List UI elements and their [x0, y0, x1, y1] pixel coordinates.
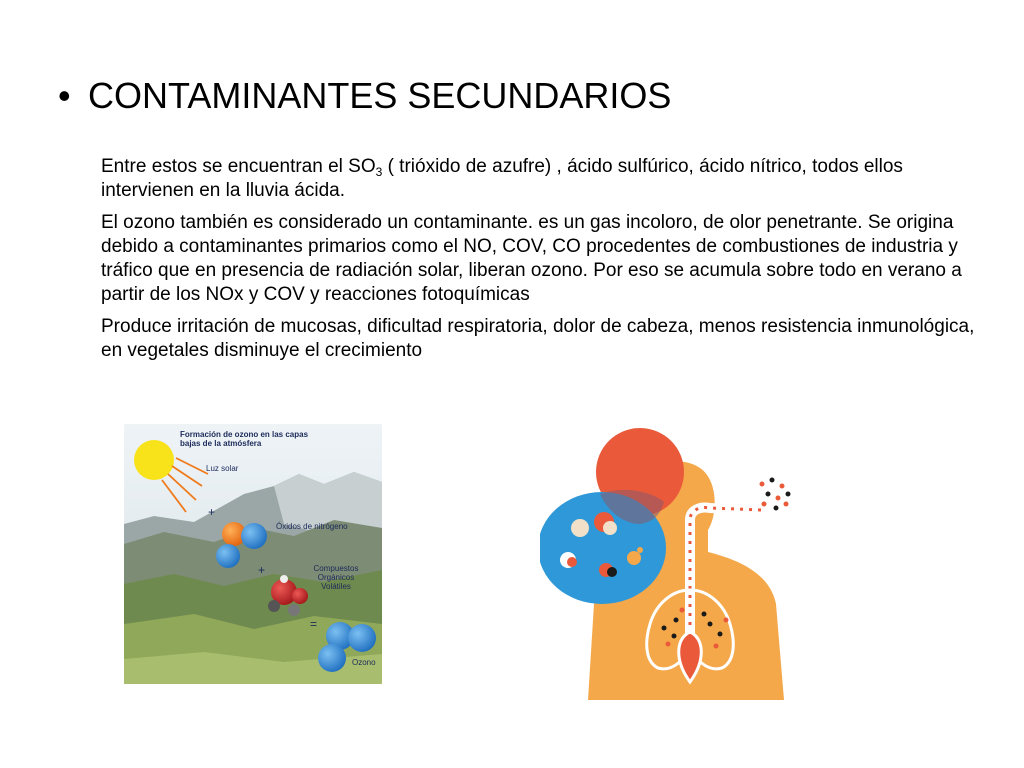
- respiratory-illustration: [540, 424, 800, 700]
- slide-title: [58, 72, 671, 120]
- p1-subscript: 3: [375, 165, 383, 179]
- ozone-figure-title: Formación de ozono en las capas bajas de la atmósfera: [180, 430, 309, 448]
- svg-text:+: +: [208, 505, 216, 519]
- ozone-formation-figure: [124, 424, 382, 684]
- paragraph-ozone: El ozono también es considerado un contaminante. es un gas incoloro, de olor penetrante. Se origina debido a contaminantes primarios como el NO, COV, CO procedentes de combustiones de industria y tráfico que en presencia de radiación solar, liberan ozono. Por eso se acumula sobre todo en verano a partir de los NOx y COV y reacciones fotoquímicas: [101, 212, 962, 305]
- respiratory-graphic: [540, 424, 800, 700]
- p1-after: ( trióxido de azufre) , ácido sulfúrico, ácido nítrico, todos ellos intervienen en la lluvia ácida.: [101, 156, 903, 201]
- ozone-scene: [124, 424, 382, 684]
- label-compuestos: Compuestos Orgánicos Volátiles: [313, 564, 359, 591]
- label-oxidos: Óxidos de nitrógeno: [276, 522, 348, 531]
- incoming-particles: [760, 478, 791, 511]
- label-ozono: Ozono: [352, 658, 376, 667]
- title-bullet: •: [58, 75, 71, 116]
- label-luz-solar: Luz solar: [206, 464, 239, 473]
- slide-body: [101, 155, 981, 371]
- svg-text:+: +: [258, 563, 266, 577]
- paragraph-effects: Produce irritación de mucosas, dificultad respiratoria, dolor de cabeza, menos resistencia inmunológica, en vegetales disminuye el crecimiento: [101, 316, 975, 361]
- p1-before: Entre estos se encuentran el SO: [101, 156, 376, 177]
- paragraph-so3: [101, 155, 981, 203]
- svg-text:=: =: [310, 617, 318, 631]
- title-text: CONTAMINANTES SECUNDARIOS: [88, 75, 672, 116]
